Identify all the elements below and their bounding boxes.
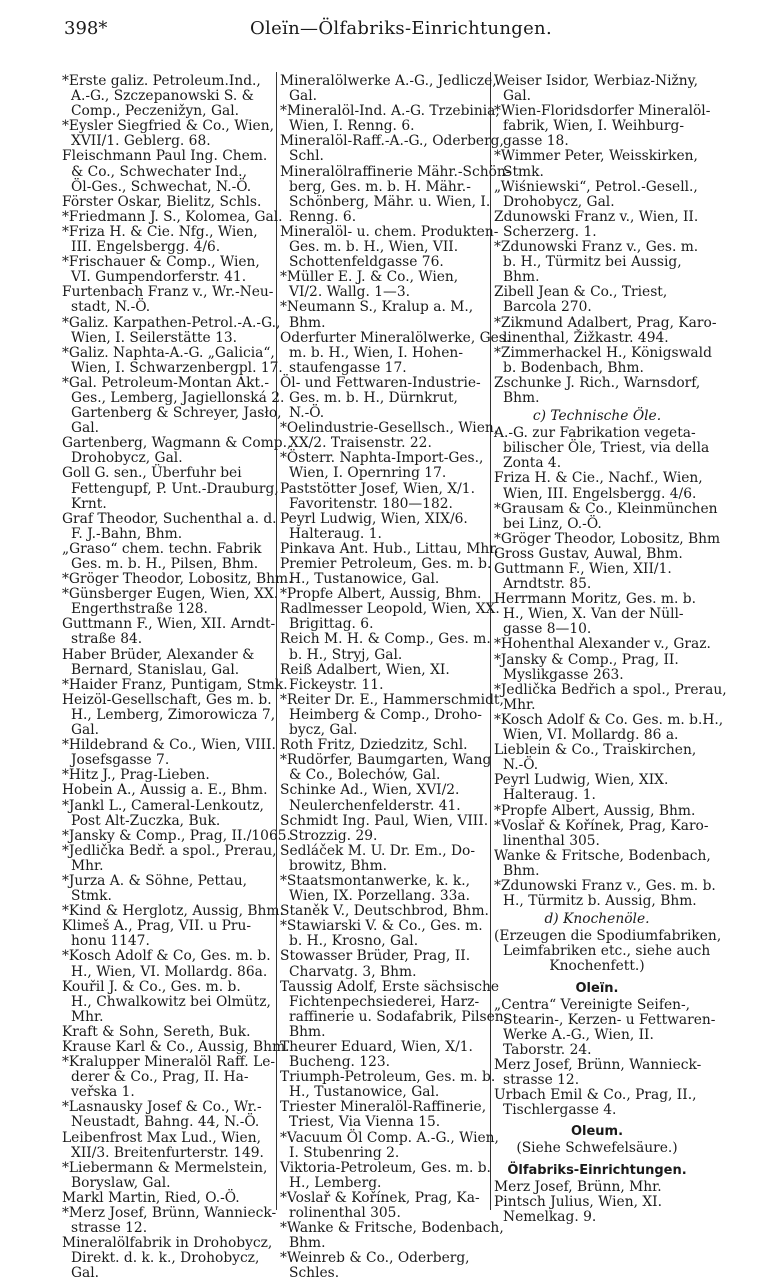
directory-entry-line: Engerthstraße 128. — [71, 601, 208, 618]
directory-entry-line: berg, Ges. m. b. H. Mähr.- — [289, 178, 471, 195]
directory-entry-line: Zibell Jean & Co., Triest, — [494, 284, 668, 301]
directory-entry-line: Kraft & Sohn, Sereth, Buk. — [62, 1023, 251, 1040]
directory-entry-line: Pinkava Ant. Hub., Littau, Mhr. — [280, 540, 499, 557]
directory-entry-line: *Wanke & Fritsche, Bodenbach, — [280, 1220, 504, 1237]
directory-entry-line: *Voslař & Kořínek, Prag, Karo- — [494, 817, 709, 834]
directory-entry-line: Goll G. sen., Überfuhr bei — [62, 465, 242, 482]
directory-entry-line: Mineralöl-Raff.-A.-G., Oderberg, — [280, 133, 504, 150]
directory-entry-line: Mineralölraffinerie Mähr.-Schön- — [280, 163, 511, 180]
directory-entry-line: *Zdunowski Franz v., Ges. m. b. — [494, 877, 716, 894]
directory-entry-line: *Stawiarski V. & Co., Ges. m. — [280, 918, 483, 935]
directory-entry-line: browitz, Bhm. — [289, 857, 388, 874]
directory-entry-line: Mhr. — [71, 1008, 104, 1025]
directory-entry-line: Gal. — [503, 88, 532, 105]
directory-entry-line: *Rudörfer, Baumgarten, Wang — [280, 752, 492, 769]
directory-entry-line: Gross Gustav, Auwal, Bhm. — [494, 545, 683, 562]
directory-entry-line: *Galiz. Karpathen-Petrol.-A.-G., — [62, 314, 281, 331]
directory-entry-line: Stowasser Brüder, Prag, II. — [280, 948, 471, 965]
directory-entry-line: b. H., Türmitz bei Aussig, — [503, 254, 682, 271]
directory-entry-line: Stmk. — [503, 163, 544, 180]
directory-entry-line: raffinerie u. Sodafabrik, Pilsen, — [289, 1008, 509, 1025]
directory-entry-line: Graf Theodor, Suchenthal a. d. — [62, 510, 277, 527]
directory-entry-line: Zonta 4. — [503, 455, 562, 472]
directory-entry-line: Wien, VI. Mollardg. 86 a. — [503, 727, 679, 744]
directory-entry-line: Strozzig. 29. — [289, 827, 378, 844]
directory-entry-line: *Jankl L., Cameral-Lenkoutz, — [62, 797, 264, 814]
directory-entry-line: Fleischmann Paul Ing. Chem. — [62, 148, 268, 165]
directory-entry-line: Öl- und Fettwaren-Industrie- — [280, 374, 481, 391]
directory-entry-line: A.-G., Szczepanowski S. & — [71, 88, 254, 105]
directory-entry-line: Bernard, Stanislau, Gal. — [71, 661, 240, 678]
directory-entry-line: N.-Ö. — [503, 757, 539, 774]
directory-entry-line: Weiser Isidor, Werbiaz-Nižny, — [494, 73, 698, 89]
directory-entry-line: Triumph-Petroleum, Ges. m. b. — [280, 1069, 496, 1086]
directory-entry-line: Gal. — [71, 420, 100, 437]
directory-entry-line: *Propfe Albert, Aussig, Bhm. — [280, 586, 482, 603]
directory-entry-line: XX/2. Traisenstr. 22. — [289, 435, 432, 452]
directory-entry-line: Taborstr. 24. — [503, 1041, 592, 1058]
column-3 — [494, 73, 727, 1225]
directory-entry-line: Schinke Ad., Wien, XVI/2. — [280, 782, 460, 799]
directory-entry-line: *Mineralöl-Ind. A.-G. Trzebinia, — [280, 103, 500, 120]
directory-entry-line: *Zikmund Adalbert, Prag, Karo- — [494, 314, 717, 331]
directory-entry-line: Herrmann Moritz, Ges. m. b. — [494, 591, 696, 608]
directory-entry-line: *Staatsmontanwerke, k. k., — [280, 872, 471, 889]
directory-entry-line: Gal. — [71, 722, 100, 739]
directory-entry-line: straße 84. — [71, 631, 143, 648]
directory-entry-line: rolinenthal 305. — [289, 1205, 401, 1222]
directory-entry-line: Brigittag. 6. — [289, 616, 374, 633]
directory-entry-line: Direkt. d. k. k., Drohobycz, — [71, 1250, 260, 1267]
directory-entry-line: Heimberg & Comp., Droho- — [289, 706, 482, 723]
directory-entry-line: Myslikgasse 263. — [503, 666, 624, 683]
directory-entry-line: Viktoria-Petroleum, Ges. m. b. — [280, 1159, 491, 1176]
directory-entry-line: *Neumann S., Kralup a. M., — [280, 299, 474, 316]
directory-entry-line: Leibenfrost Max Lud., Wien, — [62, 1129, 261, 1146]
directory-entry-line: Gal. — [289, 88, 318, 105]
directory-entry-line: *Reiter Dr. E., Hammerschmidt, — [280, 691, 504, 708]
directory-entry-line: H., Lemberg. — [289, 1174, 382, 1191]
subject-heading: Oleïn. — [575, 980, 619, 996]
directory-entry-line: Post Alt-Zuczka, Buk. — [71, 812, 221, 829]
directory-entry-line: Mineralölfabrik in Drohobycz, — [62, 1235, 273, 1252]
directory-entry-line: H., Tustanowice, Gal. — [289, 1084, 440, 1101]
directory-entry-line: b. H., Stryj, Gal. — [289, 646, 403, 663]
directory-entry-line: strasse 12. — [71, 1220, 148, 1237]
directory-entry-line: Bucheng. 123. — [289, 1054, 391, 1071]
directory-entry-line: *Jansky & Comp., Prag, II. — [494, 651, 679, 668]
directory-entry-line: *Müller E. J. & Co., Wien, — [280, 269, 459, 286]
directory-entry-line: *Kosch Adolf & Co. Ges. m. b.H., — [494, 711, 724, 728]
directory-entry-line: *Gröger Theodor, Lobositz, Bhm — [494, 530, 721, 547]
directory-entry-line: *Vacuum Öl Comp. A.-G., Wien, — [280, 1129, 499, 1146]
directory-entry-line: Peyrl Ludwig, Wien, XIX/6. — [280, 510, 468, 527]
directory-entry-line: *Voslař & Kořínek, Prag, Ka- — [280, 1189, 480, 1206]
directory-entry-line: Gartenberg & Schreyer, Jasło, — [71, 405, 282, 422]
directory-entry-line: Bhm. — [503, 389, 540, 406]
directory-entry-line: fabrik, Wien, I. Weihburg- — [503, 118, 685, 135]
directory-entry-line: staufengasse 17. — [289, 359, 407, 376]
directory-entry-line: Nemelkag. 9. — [503, 1208, 597, 1225]
directory-entry-line: Stearin-, Kerzen- u Fettwaren- — [503, 1011, 716, 1028]
directory-entry-line: Schl. — [289, 148, 324, 165]
directory-entry-line: Furtenbach Franz v., Wr.-Neu- — [62, 284, 274, 301]
directory-entry-line: Merz Josef, Brünn, Wannieck- — [494, 1057, 702, 1073]
directory-entry-line: Heizöl-Gesellschaft, Ges m. b. — [62, 691, 272, 708]
directory-entry-line: F. J.-Bahn, Bhm. — [71, 525, 183, 542]
directory-entry-line: linenthal, Žižkastr. 494. — [503, 329, 669, 346]
directory-entry-line: H., Wien, VI. Mollardg. 86a. — [71, 963, 268, 980]
directory-entry-line: „Wiśniewski“, Petrol.-Gesell., — [494, 178, 698, 195]
directory-entry-line: *Gröger Theodor, Lobositz, Bhm. — [62, 571, 293, 588]
directory-entry-line: Förster Oskar, Bielitz, Schls. — [62, 193, 262, 210]
directory-entry-line: *Propfe Albert, Aussig, Bhm. — [494, 802, 696, 819]
directory-entry-line: derer & Co., Prag, II. Ha- — [71, 1069, 249, 1086]
directory-entry-line: Schmidt Ing. Paul, Wien, VIII. — [280, 812, 489, 829]
directory-entry-line: *Lasnausky Josef & Co., Wr.- — [62, 1099, 262, 1116]
directory-entry-line: XII/3. Breitenfurterstr. 149. — [71, 1144, 264, 1161]
directory-entry-line: gasse 18. — [503, 133, 569, 150]
directory-entry-line: Leimfabriken etc., siehe auch — [503, 943, 711, 960]
directory-entry-line: veřska 1. — [71, 1084, 135, 1101]
directory-entry-line: Öl-Ges., Schwechat, N.-Ö. — [71, 178, 252, 195]
directory-entry-line: Werke A.-G., Wien, II. — [503, 1026, 654, 1043]
directory-entry-line: N.-Ö. — [289, 405, 325, 422]
directory-entry-line: Neustadt, Bahng. 44, N.-Ö. — [71, 1114, 260, 1131]
directory-entry-line: Arndtstr. 85. — [503, 576, 592, 593]
directory-entry-line: Wien, I. Seilerstätte 13. — [71, 329, 238, 346]
directory-entry-line: XVII/1. Geblerg. 68. — [71, 133, 211, 150]
section-heading: d) Knochenöle. — [544, 911, 650, 928]
directory-entry-line: Reiß Adalbert, Wien, XI. — [280, 661, 450, 678]
directory-entry-line: (Erzeugen die Spodiumfabriken, — [494, 928, 722, 945]
directory-entry-line: strasse 12. — [503, 1072, 580, 1089]
directory-entry-line: Pintsch Julius, Wien, XI. — [494, 1193, 663, 1210]
directory-entry-line: Schottenfeldgasse 76. — [289, 254, 444, 271]
directory-entry-line: *Hohenthal Alexander v., Graz. — [494, 636, 711, 653]
directory-entry-line: *Oelindustrie-Gesellsch., Wien, — [280, 420, 499, 437]
directory-entry-line: Bhm. — [289, 314, 326, 331]
directory-entry-line: Guttmann F., Wien, XII. Arndt- — [62, 616, 276, 633]
note-line: Knochenfett.) — [549, 958, 645, 975]
directory-entry-line: *Weinreb & Co., Oderberg, — [280, 1250, 470, 1267]
directory-entry-line: Mineralöl- u. chem. Produkten- — [280, 223, 499, 240]
directory-entry-line: H., Wien, X. Van der Nüll- — [503, 606, 684, 623]
directory-entry-line: Neulerchenfelderstr. 41. — [289, 797, 461, 814]
directory-entry-line: Wien, III. Engelsbergg. 4/6. — [503, 485, 697, 502]
directory-entry-line: stadt, N.-Ö. — [71, 299, 151, 316]
directory-entry-line: Favoritenstr. 180—182. — [289, 495, 453, 512]
directory-entry-line: Halteraug. 1. — [289, 525, 382, 542]
directory-entry-line: *Merz Josef, Brünn, Wannieck- — [62, 1205, 277, 1222]
directory-entry-line: gasse 8—10. — [503, 621, 592, 638]
directory-entry-line: Haber Brüder, Alexander & — [62, 646, 255, 663]
directory-entry-line: H., Tustanowice, Gal. — [289, 571, 440, 588]
directory-entry-line: Fickeystr. 11. — [289, 676, 384, 693]
directory-entry-line: Ges., Lemberg, Jagiellonská 2. — [71, 389, 285, 406]
directory-entry-line: Mineralölwerke A.-G., Jedlicze, — [280, 73, 497, 89]
directory-entry-line: & Co., Bolechów, Gal. — [289, 767, 441, 784]
directory-entry-line: Renng. 6. — [289, 208, 357, 225]
directory-entry-line: Triest, Via Vienna 15. — [289, 1114, 441, 1131]
directory-entry-line: *Liebermann & Mermelstein, — [62, 1159, 268, 1176]
directory-entry-line: b. H., Krosno, Gal. — [289, 933, 419, 950]
directory-entry-line: *Galiz. Naphta-A.-G. „Galicia“, — [62, 344, 275, 361]
directory-entry-line: Boryslaw, Gal. — [71, 1174, 171, 1191]
directory-entry-line: *Haider Franz, Puntigam, Stmk. — [62, 676, 288, 693]
directory-entry-line: Wanke & Fritsche, Bodenbach, — [494, 847, 711, 864]
directory-entry-line: *Wimmer Peter, Weisskirken, — [494, 148, 698, 165]
directory-entry-line: VI/2. Wallg. 1—3. — [289, 284, 410, 301]
directory-entry-line: A.-G. zur Fabrikation vegeta- — [494, 425, 696, 442]
directory-entry-line: Triester Mineralöl-Raffinerie, — [280, 1099, 487, 1116]
directory-entry-line: *Jedlička Bedřich a spol., Prerau, — [494, 681, 727, 698]
directory-entry-line: Kouřil J. & Co., Ges. m. b. — [62, 978, 241, 995]
directory-entry-line: Bhm. — [289, 1235, 326, 1252]
directory-entry-line: *Eysler Siegfried & Co., Wien, — [62, 118, 274, 135]
directory-entry-line: Zdunowski Franz v., Wien, II. — [494, 208, 699, 225]
directory-entry-line: Fichtenpechsiederei, Harz- — [289, 993, 480, 1010]
directory-entry-line: *Günsberger Eugen, Wien, XX. — [62, 586, 279, 603]
directory-entry-line: Schönberg, Mähr. u. Wien, I. — [289, 193, 491, 210]
directory-entry-line: Ges. m. b. H., Pilsen, Bhm. — [71, 556, 259, 572]
note-line: (Siehe Schwefelsäure.) — [516, 1140, 678, 1157]
column-2 — [280, 73, 511, 1282]
directory-entry-line: Urbach Emil & Co., Prag, II., — [494, 1087, 697, 1104]
subject-heading: Oleum. — [570, 1124, 624, 1140]
directory-entry-line: Charvatg. 3, Bhm. — [289, 963, 417, 980]
directory-entry-line: Theurer Eduard, Wien, X/1. — [280, 1039, 473, 1055]
page-number: 398* — [64, 18, 108, 39]
subject-heading: Ölfabriks-Einrichtungen. — [507, 1162, 687, 1178]
directory-entry-line: Gal. — [71, 1265, 100, 1282]
directory-entry-line: Bhm. — [503, 269, 540, 286]
directory-entry-line: Drohobycz, Gal. — [71, 450, 183, 467]
directory-entry-line: b. Bodenbach, Bhm. — [503, 359, 644, 376]
directory-entry-line: *Erste galiz. Petroleum.Ind., — [62, 73, 261, 89]
directory-entry-line: Mhr. — [503, 696, 536, 713]
directory-entry-line: Lieblein & Co., Traiskirchen, — [494, 742, 697, 759]
directory-entry-line: Staněk V., Deutschbrod, Bhm. — [280, 903, 489, 920]
directory-entry-line: Barcola 270. — [503, 299, 592, 316]
directory-entry-line: *Jansky & Comp., Prag, II./1065. — [62, 827, 291, 844]
directory-entry-line: Scherzerg. 1. — [503, 223, 597, 240]
directory-entry-line: *Jurza A. & Söhne, Pettau, — [62, 872, 248, 889]
directory-entry-line: Guttmann F., Wien, XII/1. — [494, 561, 672, 577]
directory-entry-line: *Friza H. & Cie. Nfg., Wien, — [62, 223, 258, 240]
directory-entry-line: H., Chwalkowitz bei Olmütz, — [71, 993, 271, 1010]
directory-entry-line: Oderfurter Mineralölwerke, Ges. — [280, 329, 511, 346]
directory-entry-line: bei Linz, O.-Ö. — [503, 515, 602, 532]
directory-entry-line: Paststötter Josef, Wien, X/1. — [280, 480, 475, 497]
directory-entry-line: Radlmesser Leopold, Wien, XX. — [280, 601, 500, 618]
directory-entry-line: Ges. m. b. H., Wien, VII. — [289, 239, 459, 256]
directory-entry-line: Schles. — [289, 1265, 340, 1282]
directory-entry-line: H., Lemberg, Zimorowicza 7, — [71, 706, 276, 723]
directory-entry-line: *Kralupper Mineralöl Raff. Le- — [62, 1054, 276, 1071]
directory-entry-line: Roth Fritz, Dziedzitz, Schl. — [280, 737, 468, 754]
directory-entry-line: *Jedlička Bedř. a spol., Prerau, — [62, 842, 277, 859]
directory-entry-line: Wien, I. Opernring 17. — [289, 465, 447, 482]
directory-entry-line: Drohobycz, Gal. — [503, 193, 615, 210]
directory-entry-line: Stmk. — [71, 888, 112, 905]
directory-entry-line: Comp., Peczenižyn, Gal. — [71, 103, 239, 120]
directory-entry-line: *Zdunowski Franz v., Ges. m. — [494, 239, 699, 256]
directory-entry-line: Wien, I. Renng. 6. — [289, 118, 415, 135]
directory-entry-line: Wien, I. Schwarzenbergpl. 17. — [71, 359, 283, 376]
directory-entry-line: *Zimmerhackel H., Königswald — [494, 344, 712, 361]
directory-entry-line: Fettengupf, P. Unt.-Drauburg, — [71, 480, 279, 497]
directory-entry-line: Friza H. & Cie., Nachf., Wien, — [494, 470, 703, 487]
directory-entry-line: III. Engelsbergg. 4/6. — [71, 239, 221, 256]
directory-entry-line: VI. Gumpendorferstr. 41. — [71, 269, 247, 286]
running-head: Oleïn—Ölfabriks-Einrichtungen. — [250, 18, 552, 39]
directory-entry-line: Zschunke J. Rich., Warnsdorf, — [494, 374, 701, 391]
directory-entry-line: Sedláček M. U. Dr. Em., Do- — [280, 842, 476, 859]
directory-entry-line: Merz Josef, Brünn, Mhr. — [494, 1178, 662, 1195]
directory-entry-line: & Co., Schwechater Ind., — [71, 163, 247, 180]
directory-entry-line: *Grausam & Co., Kleinmünchen — [494, 500, 718, 517]
directory-entry-line: Bhm. — [503, 862, 540, 879]
directory-entry-line: *Frischauer & Comp., Wien, — [62, 254, 260, 271]
directory-entry-line: *Österr. Naphta-Import-Ges., — [280, 450, 484, 467]
directory-entry-line: H., Türmitz b. Aussig, Bhm. — [503, 893, 697, 910]
directory-entry-line: *Wien-Floridsdorfer Mineralöl- — [494, 103, 711, 120]
directory-entry-line: bycz, Gal. — [289, 722, 358, 739]
directory-entry-line: *Friedmann J. S., Kolomea, Gal. — [62, 208, 283, 225]
directory-entry-line: honu 1147. — [71, 933, 150, 950]
directory-entry-line: Halteraug. 1. — [503, 787, 596, 804]
directory-entry-line: *Gal. Petroleum-Montan Akt.- — [62, 374, 270, 391]
directory-entry-line: m. b. H., Wien, I. Hohen- — [289, 344, 463, 361]
directory-entry-line: „Graso“ chem. techn. Fabrik — [62, 540, 262, 557]
directory-entry-line: Klimeš A., Prag, VII. u Pru- — [62, 918, 252, 935]
directory-entry-line: linenthal 305. — [503, 832, 600, 849]
directory-entry-line: Wien, IX. Porzellang. 33a. — [289, 888, 470, 905]
directory-entry-line: Tischlergasse 4. — [503, 1102, 617, 1119]
directory-entry-line: *Kosch Adolf & Co, Ges. m. b. — [62, 948, 271, 965]
directory-entry-line: Gartenberg, Wagmann & Comp., — [62, 435, 292, 452]
directory-entry-line: „Centra“ Vereinigte Seifen-, — [494, 996, 691, 1013]
directory-entry-line: Ges. m. b. H., Dürnkrut, — [289, 389, 458, 406]
directory-entry-line: Reich M. H. & Comp., Ges. m. — [280, 631, 491, 648]
directory-entry-line: Peyrl Ludwig, Wien, XIX. — [494, 772, 669, 789]
directory-entry-line: *Hitz J., Prag-Lieben. — [62, 767, 210, 784]
directory-entry-line: Hobein A., Aussig a. E., Bhm. — [62, 782, 268, 799]
directory-entry-line: Mhr. — [71, 857, 104, 874]
column-1 — [62, 73, 293, 1282]
directory-entry-line: Bhm. — [289, 1023, 326, 1040]
directory-entry-line: *Hildebrand & Co., Wien, VIII. — [62, 737, 276, 754]
directory-entry-line: Markl Martin, Ried, O.-Ö. — [62, 1189, 240, 1206]
directory-entry-line: I. Stubenring 2. — [289, 1144, 400, 1161]
directory-entry-line: Krnt. — [71, 495, 107, 512]
directory-entry-line: Josefsgasse 7. — [71, 752, 170, 769]
directory-entry-line: Krause Karl & Co., Aussig, Bhm. — [62, 1039, 290, 1055]
directory-entry-line: Taussig Adolf, Erste sächsische — [280, 978, 500, 995]
directory-entry-line: bilischer Öle, Triest, via della — [503, 440, 710, 457]
section-heading: c) Technische Öle. — [532, 408, 662, 425]
directory-entry-line: *Kind & Herglotz, Aussig, Bhm. — [62, 903, 284, 920]
directory-entry-line: Premier Petroleum, Ges. m. b. — [280, 556, 492, 572]
